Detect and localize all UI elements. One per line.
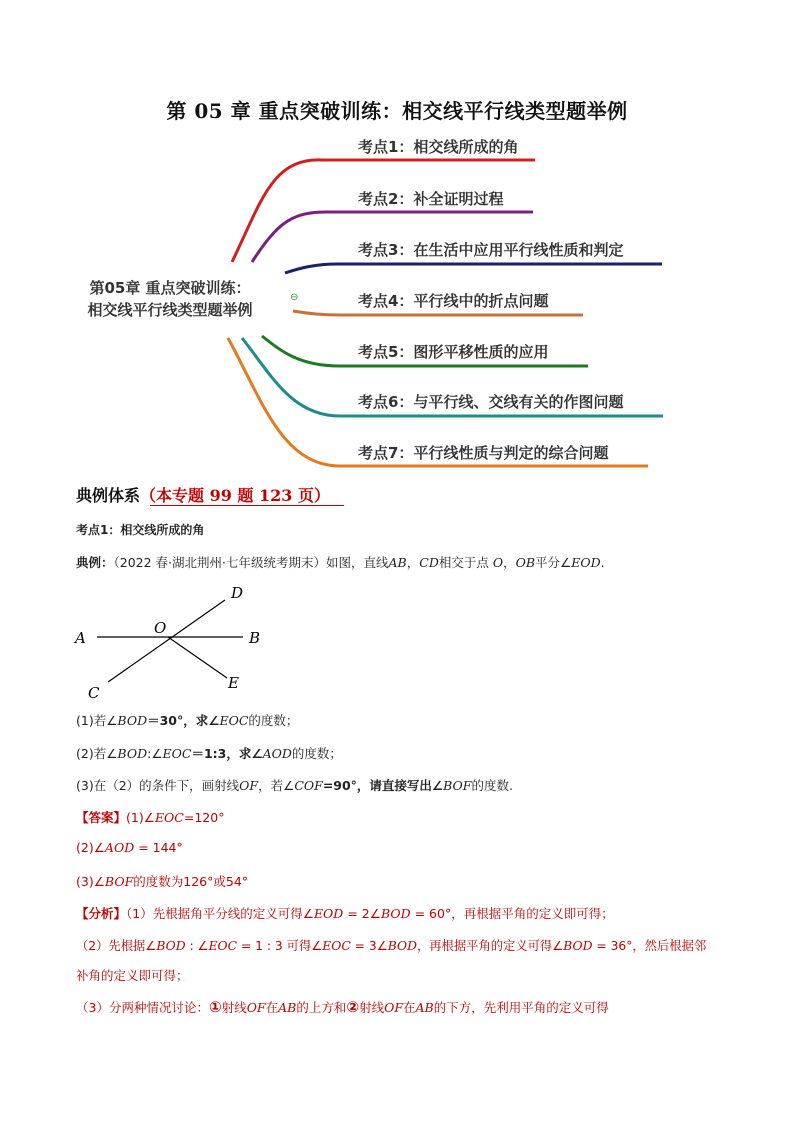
q-text: 的度数；	[248, 713, 299, 728]
q-text: =90°，请直接写出∠	[322, 778, 444, 793]
collapse-icon[interactable]: ⊖	[290, 292, 299, 303]
math-var: BOF	[104, 874, 134, 889]
analysis-text: 射线	[221, 1000, 247, 1015]
math-var: AB	[278, 1000, 297, 1015]
section-title	[76, 483, 330, 506]
kaodian-heading: 考点1：相交线所成的角	[76, 523, 205, 537]
analysis-text: 的下方，先利用平角的定义可得	[433, 1000, 609, 1015]
math-var: O	[492, 555, 504, 570]
math-var: OF	[239, 778, 259, 793]
branch-label-1: 考点1：相交线所成的角	[358, 138, 519, 156]
q-text: :∠	[147, 746, 163, 761]
q-text: 的度数.	[471, 778, 513, 793]
point-label-a: A	[75, 629, 86, 647]
analysis-text: = 3∠	[350, 939, 388, 953]
example-text: 平分∠	[535, 555, 572, 570]
analysis-text: = 36°，然后根据邻	[592, 939, 707, 953]
analysis-text: 在	[403, 1000, 416, 1015]
question-2	[76, 744, 342, 762]
example-text: 相交于点	[438, 555, 489, 570]
question-1	[76, 711, 298, 729]
example-text: ，	[503, 555, 516, 570]
mind-map	[0, 0, 794, 480]
branch-label-3: 考点3：在生活中应用平行线性质和判定	[358, 241, 624, 259]
math-var: EOD	[313, 906, 344, 921]
analysis-text: 射线	[359, 1000, 385, 1015]
math-var: AOD	[104, 840, 135, 855]
circled-number: ②	[346, 998, 360, 1016]
answer-line-2	[76, 840, 183, 855]
example-text: ，	[406, 555, 420, 570]
answer-text: (2)∠	[76, 840, 105, 855]
analysis-text: 在	[265, 1000, 279, 1015]
geometry-figure	[70, 580, 280, 705]
question-3	[76, 776, 513, 794]
analysis-line-1	[76, 904, 614, 922]
q-text: 的度数；	[291, 746, 342, 761]
math-var: OF	[384, 1000, 403, 1015]
math-var: EOC	[219, 713, 249, 728]
branch-label-4: 考点4：平行线中的折点问题	[358, 292, 549, 310]
analysis-text: ，再根据平角的定义可得∠	[416, 939, 564, 953]
page-title: 第 05 章 重点突破训练：相交线平行线类型题举例	[166, 99, 628, 123]
answer-line-1	[76, 808, 224, 826]
q-text: ，若∠	[258, 778, 295, 793]
analysis-text: （1）先根据角平分线的定义可得∠	[126, 906, 314, 921]
math-var: EOC	[162, 746, 192, 761]
branch-label-5: 考点5：图形平移性质的应用	[358, 343, 549, 361]
math-var: EOC	[154, 810, 184, 825]
math-var: AOD	[262, 746, 292, 761]
mind-map-center	[75, 277, 265, 321]
math-var: BOD	[387, 939, 417, 953]
math-var: BOD	[117, 713, 148, 728]
analysis-line-3	[76, 998, 609, 1016]
section-title-text: 典例体系	[76, 486, 141, 505]
branch-curve-4	[293, 311, 583, 315]
math-var: BOD	[156, 939, 186, 953]
answer-tag: 【答案】	[76, 810, 127, 825]
point-label-o: O	[154, 619, 167, 637]
example-label: 典例：	[76, 555, 114, 570]
analysis-text: （3）分两种情况讨论：	[76, 1000, 209, 1015]
branch-label-6: 考点6：与平行线、交线有关的作图问题	[358, 393, 624, 411]
circled-number: ①	[208, 998, 222, 1016]
branch-curve-3	[285, 264, 662, 273]
answer-text: (3)∠	[76, 874, 105, 889]
branch-label-7: 考点7：平行线性质与判定的综合问题	[358, 444, 609, 462]
analysis-line-2b: 补角的定义即可得；	[76, 968, 189, 983]
point-label-c: C	[88, 684, 100, 702]
analysis-text: : ∠	[185, 939, 209, 953]
example-source: （2022 春·湖北荆州·七年级统考期末）	[113, 555, 326, 570]
math-var: BOF	[443, 778, 472, 793]
math-var: BOD	[563, 939, 593, 953]
q-text: (3)在（2）的条件下，画射线	[76, 778, 240, 793]
section-underline	[150, 505, 344, 506]
math-var: OB	[515, 555, 536, 570]
branch-label-2: 考点2：补全证明过程	[358, 190, 504, 208]
math-var: BOD	[380, 906, 411, 921]
math-var: EOC	[322, 939, 351, 953]
analysis-text: （2）先根据∠	[76, 939, 157, 953]
analysis-text: = 2∠	[343, 906, 381, 921]
analysis-text: = 60°，再根据平角的定义即可得；	[410, 906, 614, 921]
point-label-d: D	[231, 584, 244, 602]
example-statement	[76, 553, 605, 571]
section-subtitle: （本专题 99 题 123 页）	[140, 486, 330, 505]
example-text: 如图，直线	[326, 555, 389, 570]
example-text: .	[600, 555, 605, 570]
math-var: EOD	[571, 555, 601, 570]
analysis-text: = 1 : 3 可得∠	[237, 939, 323, 953]
q-text: (1)若∠	[76, 713, 118, 728]
answer-text: 的度数为126°或54°	[133, 874, 249, 889]
q-text: (2)若∠	[76, 746, 118, 761]
point-label-b: B	[249, 629, 261, 647]
math-var: OF	[246, 1000, 266, 1015]
math-var: COF	[294, 778, 323, 793]
q-text: ＝1:3，求∠	[191, 746, 263, 761]
math-var: AB	[388, 555, 407, 570]
math-var: EOC	[208, 939, 238, 953]
answer-text: = 144°	[134, 840, 183, 855]
line-cd	[108, 600, 225, 682]
answer-text: =120°	[183, 810, 225, 825]
answer-text: (1)∠	[126, 810, 155, 825]
analysis-tag: 【分析】	[76, 906, 127, 921]
mind-map-center-line1: 第05章 重点突破训练：	[89, 279, 251, 297]
ray-oe	[168, 637, 227, 678]
analysis-line-2	[76, 936, 706, 954]
answer-line-3	[76, 872, 248, 890]
math-var: CD	[419, 555, 439, 570]
math-var: BOD	[117, 746, 148, 761]
mind-map-center-line2: 相交线平行线类型题举例	[87, 301, 253, 319]
point-label-e: E	[228, 674, 239, 692]
math-var: AB	[415, 1000, 434, 1015]
q-text: ＝30°，求∠	[147, 713, 220, 728]
analysis-text: 的上方和	[296, 1000, 347, 1015]
